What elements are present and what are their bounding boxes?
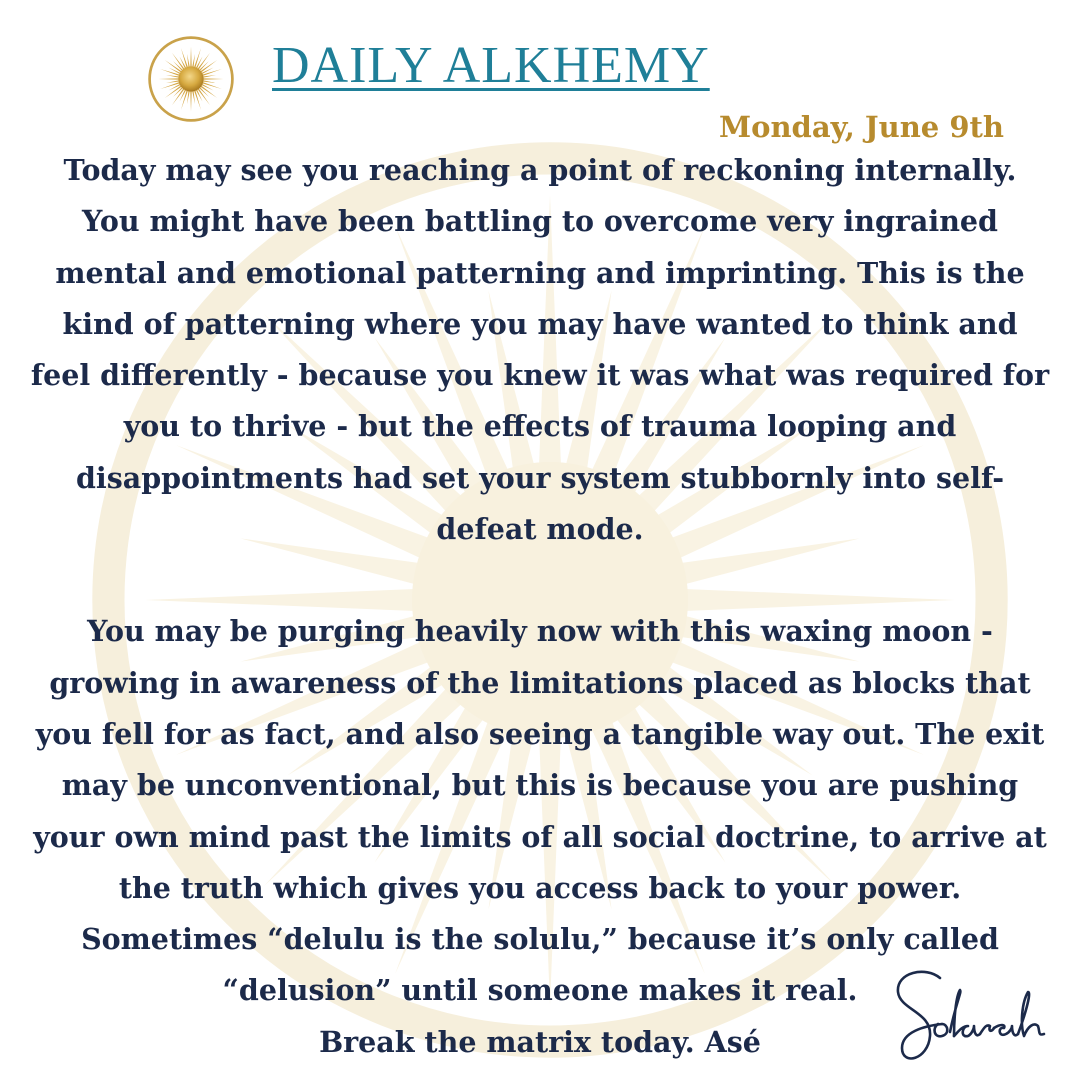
paragraph-2: You may be purging heavily now with this waxing moon - growing in awareness of the limitations placed as blocks that you fell for as fact, and also seeing a tangible way out. The exit may be unconventional, but this is because you are pushing your own mind past the limits of all social doctrine, to arrive at the truth which gives you access back to your power. Sometimes “delulu is the solulu,” because it’s only called “delusion” until someone makes it real. [33, 614, 1047, 1008]
page-title: DAILY ALKHEMY [272, 37, 710, 94]
signature-solarah [888, 962, 1058, 1072]
golden-sun-icon [146, 34, 236, 124]
date-label: Monday, June 9th [719, 110, 1004, 144]
closing-line: Break the matrix today. Asé [319, 1024, 761, 1059]
reading-text [30, 145, 1050, 1068]
paragraph-1: Today may see you reaching a point of reckoning internally. You might have been battling to overcome very ingrained mental and emotional patterning and imprinting. This is the kind of patterning where you may have wanted to think and feel differently - because you knew it was what was required for you to thrive - but the effects of trauma looping and disappointments had set your system stubbornly into self-defeat mode. [30, 153, 1050, 547]
paragraph-spacer [30, 555, 1050, 606]
